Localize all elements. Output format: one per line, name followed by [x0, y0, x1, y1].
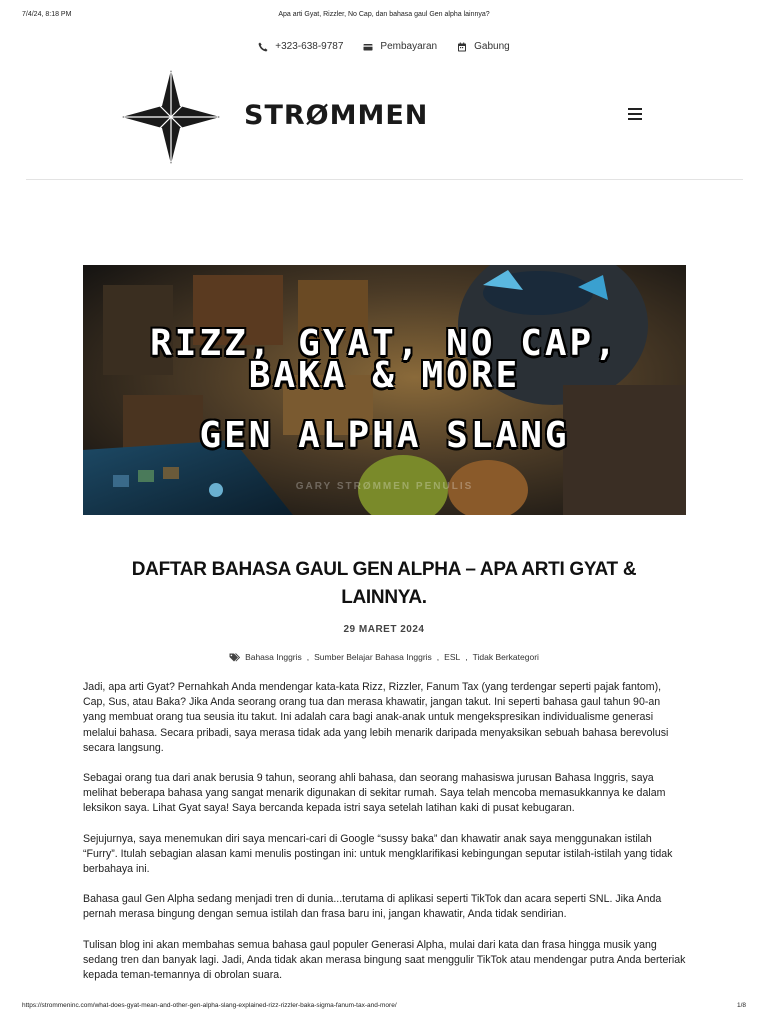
hero-author-caption: GARY STRØMMEN PENULIS [295, 481, 474, 492]
hamburger-icon-bar [628, 118, 642, 120]
tag-link[interactable]: Tidak Berkategori [472, 652, 539, 662]
phone-number: +323-638-9787 [275, 41, 344, 52]
tag-link[interactable]: ESL [444, 652, 461, 662]
header-divider [26, 179, 743, 180]
payment-label: Pembayaran [380, 41, 438, 52]
brand-wordmark[interactable]: STRØMMEN [244, 100, 429, 131]
print-datetime: 7/4/24, 8:18 PM [22, 11, 72, 18]
hamburger-icon [628, 108, 642, 110]
print-url: https://strommeninc.com/what-does-gyat-mean-and-other-gen-alpha-slang-explained-rizz-rizzler-baka-sigma-fanum-tax-and-more/ [22, 1002, 397, 1009]
article-paragraph: Bahasa gaul Gen Alpha sedang menjadi tren di dunia...terutama di aplikasi seperti TikTok dan acara seperti SNL. Jika Anda pernah merasa bingung dengan semua istilah dan frasa baru ini, jangan khawatir, Anda tidak sendirian. [83, 893, 662, 921]
hero-headline-line-1: RIZZ, GYAT, NO CAP, [150, 323, 619, 364]
article-tags [0, 652, 768, 662]
site-header [0, 70, 768, 165]
hero-banner-image [83, 265, 686, 515]
star-logo-icon[interactable] [122, 70, 220, 164]
article-paragraph: Tulisan blog ini akan membahas semua bahasa gaul populer Generasi Alpha, mulai dari kata dan frasa hingga musik yang sedang tren dan banyak lagi. Jadi, Anda tidak akan merasa bingung saat menggulir TikTok atau mendengar putra Anda berteriak kepada teman-temannya di obrolan suara. [83, 938, 686, 982]
print-page-title: Apa arti Gyat, Rizzler, No Cap, dan bahasa gaul Gen alpha lainnya? [278, 11, 490, 18]
phone-icon [258, 42, 268, 52]
tag-separator: , [465, 652, 468, 662]
article-paragraph: Sejujurnya, saya menemukan diri saya mencari-cari di Google “sussy baka” dan khawatir anak saya menggunakan istilah “Furry”. Itulah sebagian alasan kami menulis postingan ini: untuk mengklarifikasi kebingungan seputar istilah-istilah yang tidak berbahaya ini. [83, 832, 673, 876]
card-icon [363, 42, 373, 52]
join-label: Gabung [474, 41, 510, 52]
tag-separator: , [436, 652, 440, 662]
article-paragraph: Jadi, apa arti Gyat? Pernahkah Anda mendengar kata-kata Rizz, Rizzler, Fanum Tax (yang terdengar seperti pajak fantom), Cap, Sus, atau Baka? Jika Anda seorang orang tua dan merasa khawatir, jangan takut. Ini seperti bahasa gaul tahun 90-an yang membuat orang tua seusia itu takut. Ini adalah cara bagi anak-anak untuk mengekspresikan individualisme generasi melalui bahasa. Secara pribadi, saya merasa tidak ada yang lebih menarik daripada menyaksikan sebuah bahasa berevolusi secara langsung. [83, 681, 669, 754]
phone-link[interactable] [258, 41, 343, 52]
contact-topbar [0, 41, 768, 52]
article-body [83, 680, 686, 998]
article-title: DAFTAR BAHASA GAUL GEN ALPHA – APA ARTI GYAT & LAINNYA. [131, 559, 637, 608]
calendar-icon [457, 42, 467, 52]
print-page-number: 1/8 [736, 1002, 746, 1009]
tag-link[interactable]: Sumber Belajar Bahasa Inggris [314, 652, 432, 662]
hero-headline-line-3: GEN ALPHA SLANG [199, 415, 570, 456]
tag-separator: , [306, 652, 310, 662]
tag-icon [229, 653, 240, 662]
article-paragraph: Sebagai orang tua dari anak berusia 9 tahun, seorang ahli bahasa, dan seorang mahasiswa jurusan Bahasa Inggris, saya melihat beberapa bahasa yang sangat menarik digunakan di sekitar rumah. Saya telah mencoba memasukkannya ke dalam leksikon saya. Lihat Gyat saya! Saya bercanda kepada istri saya setelah latihan kaki di pusat kebugaran. [83, 772, 666, 815]
payment-link[interactable] [363, 41, 437, 52]
hero-headline-line-2: BAKA & MORE [248, 355, 521, 396]
hamburger-menu-button[interactable] [628, 108, 642, 120]
article-date: 29 MARET 2024 [343, 624, 425, 635]
hamburger-icon-bar [628, 113, 642, 115]
tag-link[interactable]: Bahasa Inggris [245, 652, 302, 662]
join-link[interactable] [457, 41, 510, 52]
